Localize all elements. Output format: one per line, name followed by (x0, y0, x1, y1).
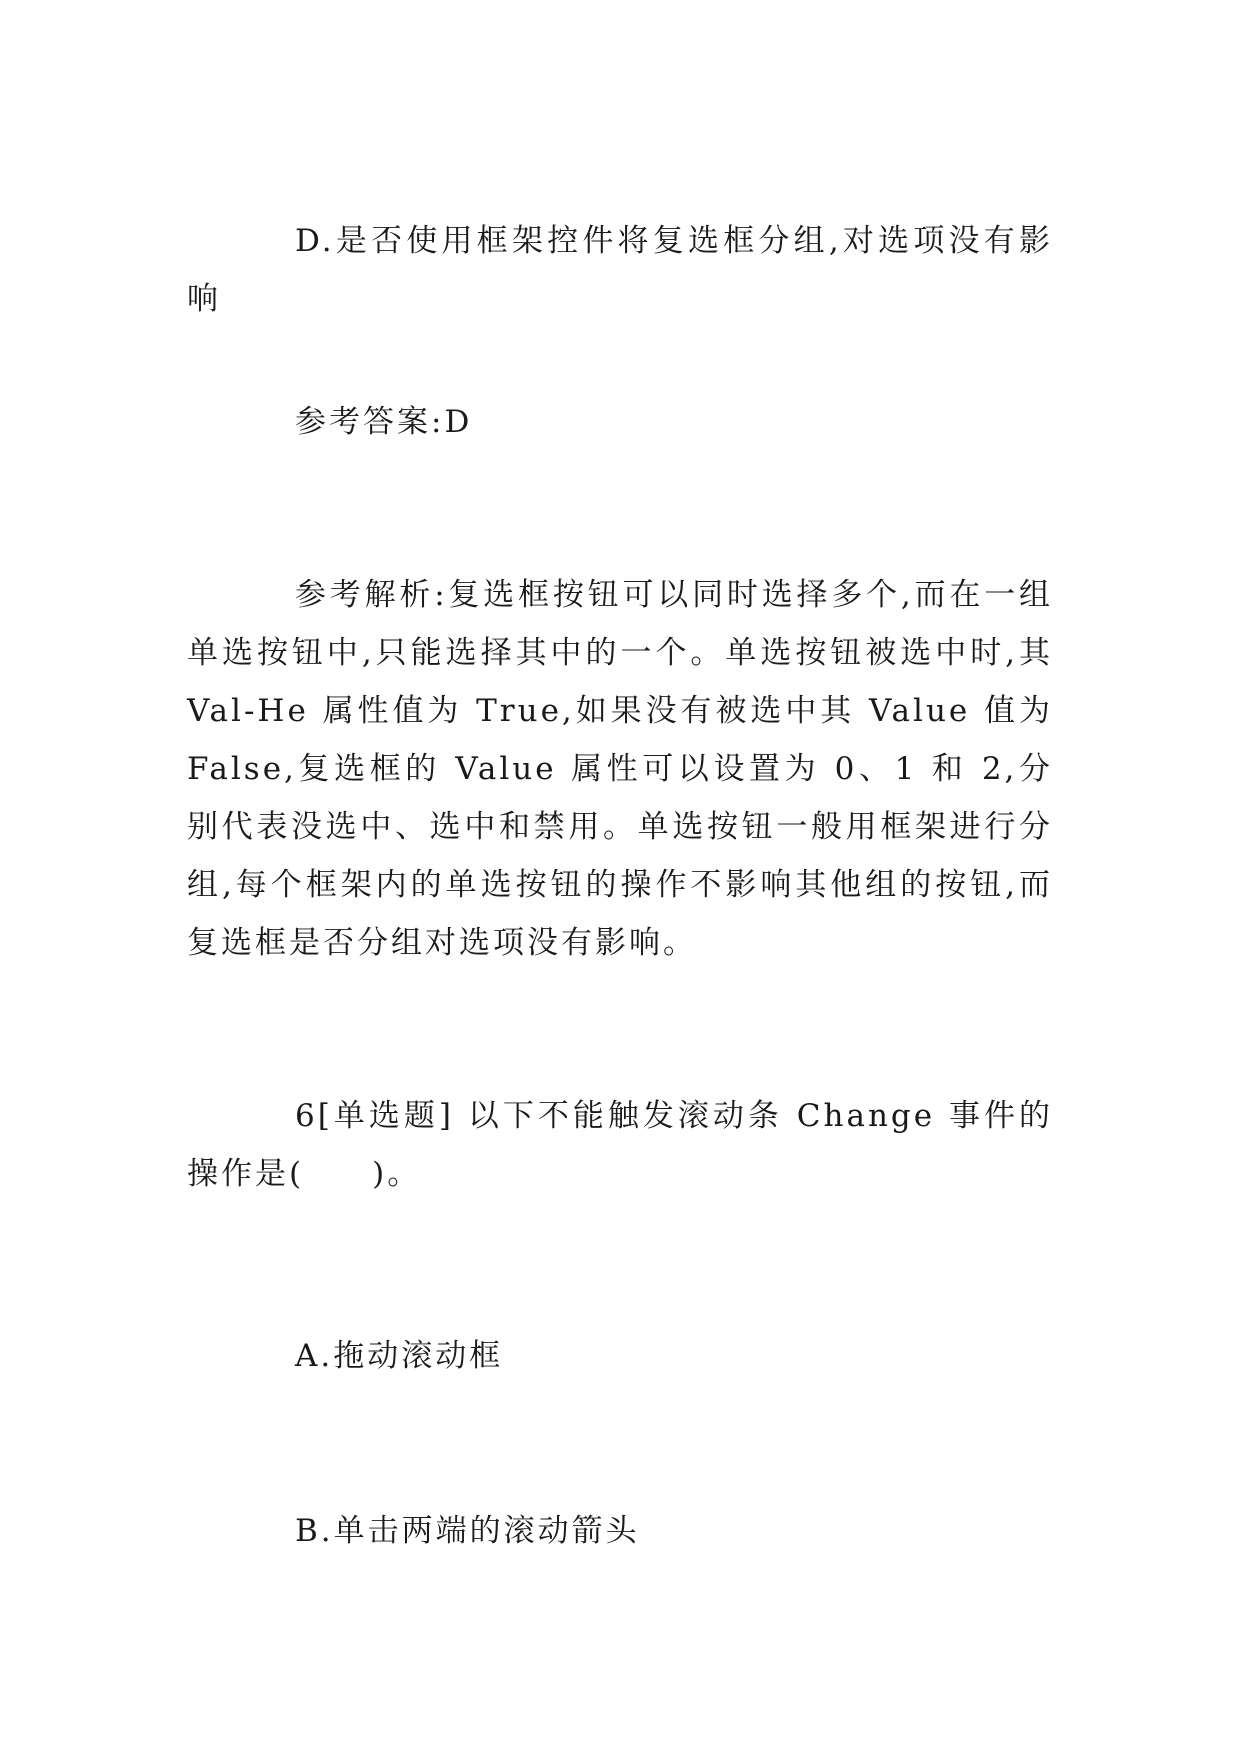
option-b-text: B.单击两端的滚动箭头 (295, 1513, 640, 1549)
reference-analysis: 参考解析:复选框按钮可以同时选择多个,而在一组单选按钮中,只能选择其中的一个。单选按钮被选中时,其Val-He 属性值为 True,如果没有被选中其 Value 值为False,复选框的 Value 属性可以设置为 0、1 和 2,分别代表没选中、选中和禁用。单选按钮一般用框架进行分组,每个框架内的单选按钮的操作不影响其他组的按钮,而复选框是否分组对选项没有影响。 (187, 577, 1053, 961)
option-a-text: A.拖动滚动框 (295, 1338, 504, 1374)
question-6: 6[单选题] 以下不能触发滚动条 Change 事件的操作是( )。 (187, 1098, 1053, 1192)
option-d-text: D.是否使用框架控件将复选框分组,对选项没有影响 (187, 223, 1053, 317)
reference-answer: 参考答案:D (295, 404, 473, 440)
